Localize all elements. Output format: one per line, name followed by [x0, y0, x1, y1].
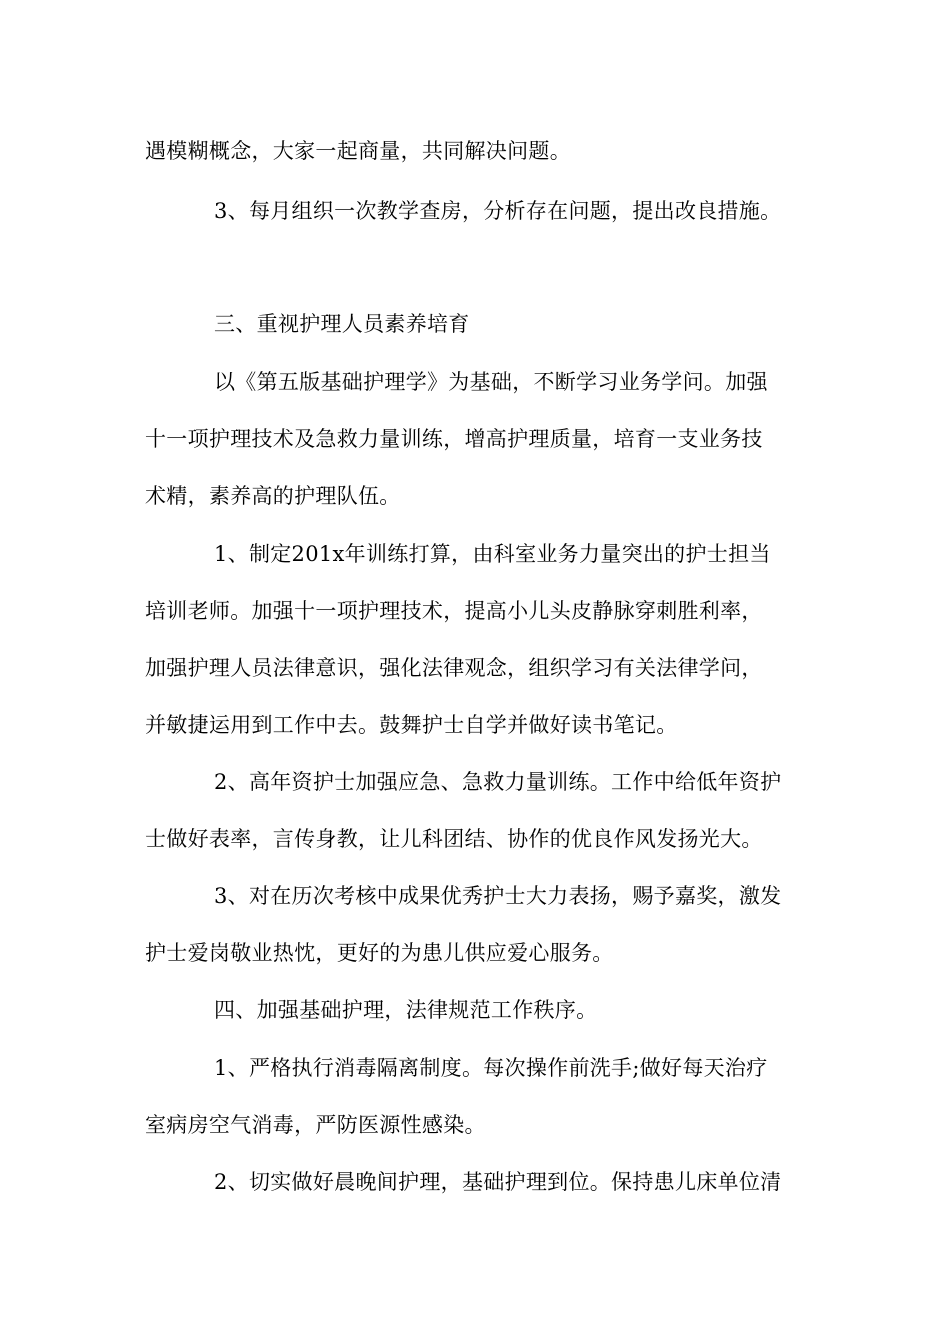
text-line: 士做好表率，言传身教，让儿科团结、协作的优良作风发扬光大。: [145, 827, 763, 851]
text-line: 并敏捷运用到工作中去。鼓舞护士自学并做好读书笔记。: [145, 713, 678, 737]
text-line: 术精，素养高的护理队伍。: [145, 484, 401, 508]
text-line: 1、制定201x年训练打算，由科室业务力量突出的护士担当: [214, 542, 771, 566]
text-line: 以《第五版基础护理学》为基础，不断学习业务学问。加强: [214, 370, 768, 394]
text-line: 1、严格执行消毒隔离制度。每次操作前洗手;做好每天治疗: [214, 1056, 768, 1080]
text-line: 十一项护理技术及急救力量训练，增高护理质量，培育一支业务技: [145, 427, 763, 451]
text-line: 护士爱岗敬业热忱，更好的为患儿供应爱心服务。: [145, 941, 614, 965]
section-heading: 三、重视护理人员素养培育: [214, 312, 470, 336]
text-line: 3、每月组织一次教学查房，分析存在问题，提出改良措施。: [214, 199, 782, 223]
text-line: 培训老师。加强十一项护理技术，提高小儿头皮静脉穿刺胜利率，: [145, 599, 763, 623]
text-line: 加强护理人员法律意识，强化法律观念，组织学习有关法律学问，: [145, 656, 763, 680]
text-line: 2、高年资护士加强应急、急救力量训练。工作中给低年资护: [214, 770, 782, 794]
text-line: 3、对在历次考核中成果优秀护士大力表扬，赐予嘉奖，激发: [214, 884, 782, 908]
section-heading: 四、加强基础护理，法律规范工作秩序。: [214, 998, 598, 1022]
text-line: 2、切实做好晨晚间护理，基础护理到位。保持患儿床单位清: [214, 1170, 782, 1194]
text-line: 遇模糊概念，大家一起商量，共同解决问题。: [145, 139, 571, 163]
text-line: 室病房空气消毒，严防医源性感染。: [145, 1113, 486, 1137]
